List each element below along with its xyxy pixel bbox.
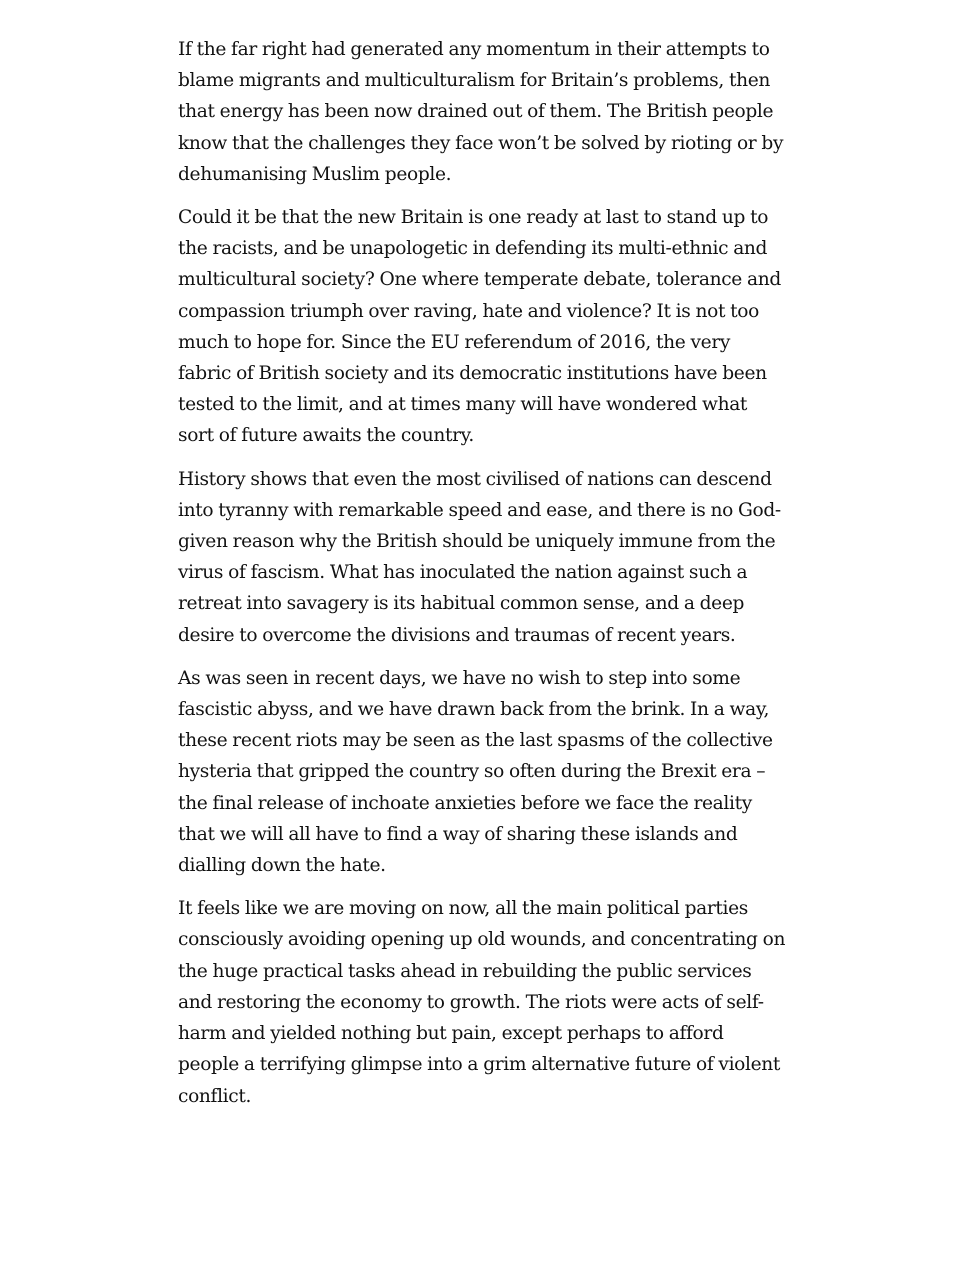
article-paragraph: Could it be that the new Britain is one ready at last to stand up to the racists, and be unapologetic in defending its multi-ethnic and multicultural society? One where temperate debate, tolerance and compassion triumph over raving, hate and violence? It is not too much to hope for. Since the EU referendum of 2016, the very fabric of British society and its democratic institutions have been tested to the limit, and at times many will have wondered what sort of future awaits the country. [178, 207, 781, 447]
article-paragraph: As was seen in recent days, we have no wish to step into some fascistic abyss, and we have drawn back from the brink. In a way, these recent riots may be seen as the last spasms of the collective hysteria that gripped the country so often during the Brexit era – the final release of inchoate anxieties before we face the reality that we will all have to find a way of sharing these islands and dialling down the hate. [178, 667, 773, 877]
article-paragraph: If the far right had generated any momentum in their attempts to blame migrants and multiculturalism for Britain’s problems, then that energy has been now drained out of them. The British people know that the challenges they face won’t be solved by rioting or by dehumanising Muslim people. [178, 39, 784, 185]
article-body [178, 34, 786, 1124]
article-paragraph: It feels like we are moving on now, all the main political parties consciously avoiding opening up old wounds, and concentrating on the huge practical tasks ahead in rebuilding the public services and restoring the economy to growth. The riots were acts of self-harm and yielded nothing but pain, except perhaps to afford people a terrifying glimpse into a grim alternative future of violent conflict. [178, 898, 786, 1107]
article-paragraph: History shows that even the most civilised of nations can descend into tyranny with remarkable speed and ease, and there is no God-given reason why the British should be uniquely immune from the virus of fascism. What has inoculated the nation against such a retreat into savagery is its habitual common sense, and a deep desire to overcome the divisions and traumas of recent years. [178, 468, 781, 646]
